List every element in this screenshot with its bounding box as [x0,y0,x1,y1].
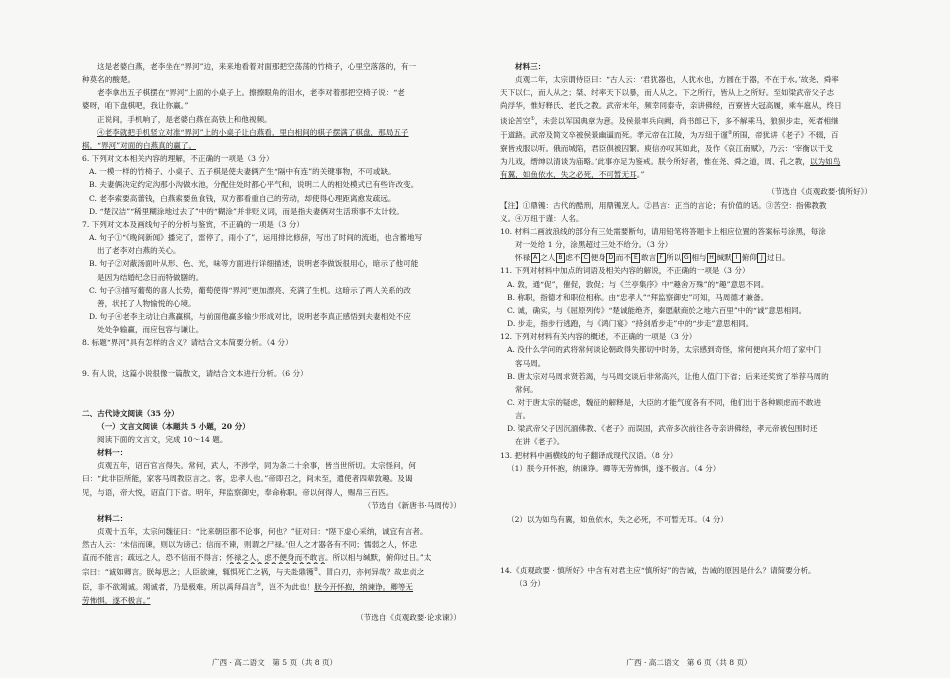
break-option-f[interactable]: F [657,253,666,263]
question-7-option-d-cont: 处处争输赢，而应包容与谦让。 [97,325,204,335]
page-6-column [500,0,878,678]
annotation-note: 【注】①鼎镬：古代的酷刑，用鼎镬烹人。②昌言：正当的言论；有价值的话。③苦空：指佛教教 [500,200,827,210]
question-12-option-a: A. 没什么学问的武将常何谈论朝政得失都切中时务，太宗感到奇怪，常何便向其介绍了家中门 [507,345,822,355]
break-option-c[interactable]: C [581,253,590,263]
material-3-line: 有翼，如鱼依水，失之必死，不可暂无耳。” [500,170,645,180]
question-13-part-1: （1）朕今开怀抱，纳谏诤。卿等无劳怖惧，遂不极言。（4 分） [507,463,721,473]
material-3-source: （节选自《贞观政要·慎所好》） [767,187,872,197]
question-13-part-2: （2）以为如鸟有翼，如鱼依水，失之必死，不可暂无耳。（4 分） [507,514,728,524]
question-7-option-a-cont: 出了老李对白燕的关心。 [97,246,181,256]
question-12-option-c: C. 对于唐太宗的疑虑，魏征的解释是，大臣的才能气度各有不同，他们出于各种顾虑而不敢进 [507,397,822,407]
question-12-option-d: D. 梁武帝父子因沉湎佛教、《老子》而误国，武帝多次前往各寺亲讲佛经，孝元帝被包围时还 [507,424,818,434]
footnote-marker: ③ [256,582,262,589]
question-10-stem: 10. 材料二画波浪线的部分有三处需要断句，请用铅笔将答题卡上相应位置的答案标号涂黑，每涂 [500,226,826,236]
material-2-title: 材料二： [97,513,128,523]
question-7-option-b: B. 句子②对蔽汤面叶从形、色、光，味等方面进行详细描述，说明老李做饭很用心，暗示了他可能 [89,259,419,269]
material-1-line: 贞观五年，诏百官言得失。常何，武人，不涉学，同为条二十余事，皆当世所切。太宗怪问，何 [97,461,416,471]
question-13-stem: 13. 把材料中画横线的句子翻译成现代汉语。（8 分） [500,450,678,460]
question-7-option-c-cont: 善，状托了人物愉悦的心境。 [97,298,196,308]
section-2-title: 二、古代诗文阅读（35 分） [82,408,179,418]
question-10-sentence: 怀禄 A 之人 B 虑不 C 便身 D 而不 E 敢言 F 所以 G 相与 H 缄默 I 俯仰 J 过日。 [515,253,790,263]
question-12-option-b-cont: 常何。 [515,384,538,394]
page-5-footer: 广西 · 高二语文 第 5 页（共 8 页） [211,658,338,667]
material-3-line: 为儿戏，缙绅以清谈为庙略。’此事亦足为鉴戒。朕今所好者，惟在尧、舜之道，周、孔之教，以为如鸟 [500,157,841,167]
story-line: 正说间，手机响了，是老婆白燕在高铁上和他视频。 [97,114,272,124]
break-option-d[interactable]: D [606,253,615,263]
footnote-marker: ② [313,567,319,574]
material-2-line: 贞观十五年，太宗问魏征曰：“比来朝臣都不论事，何也？”征对曰：“陛下虚心采纳，诚宜有言者。 [97,527,428,536]
page-5-column [82,0,467,678]
material-1-line: 见，与语，帝大悦，诏直门下省。明年，拜监察御史，奉命称职。帝以何得人，赐帛三百匹。 [82,487,394,497]
subsection-1-title: （一）文言文阅读（本题共 5 小题，20 分） [97,421,250,431]
wavy-line-passage: 怀禄之人，虑不便身而不敢言 [226,553,325,563]
break-option-e[interactable]: E [631,253,640,263]
question-14-stem-cont: （3 分） [515,579,546,589]
page-6-footer: 广西 · 高二语文 第 6 页（共 8 页） [626,658,752,667]
question-7-option-c: C. 句子③描写葡萄的喜人长势，葡萄使得“界河”更加漂亮、充满了生机。这暗示了两人关系的改 [89,285,411,295]
material-3-line: 寮皆戎服以听。俄而城陷，君臣俱被囚繁。庾信亦叹其如此，及作《哀江南赋》，乃云：‘宰衡以干戈 [500,144,833,153]
question-11-stem: 11. 下列对材料中加点的词语及相关内容的解说，不正确的一项是（3 分） [500,266,750,276]
material-3-line: 尚浮华，惟好释氏、老氏之教。武帝末年，频幸同泰寺，亲讲佛经，百寮皆大冠高履，乘车扈从，终日 [500,101,842,111]
material-1-source: （节选自《新唐书·马周传》） [363,500,461,510]
question-10-stem-cont: 对一处给 1 分，涂黑超过三处不给分。（3 分） [515,240,673,250]
material-3-title: 材料三： [515,62,546,71]
story-line-underlined: ④老李就把手机竖立对准“界河”上的小桌子让白燕看，里白相间的棋子摆满了棋盘，那局五子 [97,127,409,137]
material-2-line: 然古人云：‘未信而谏，则以为谤己；信而不谏，则谓之尸禄。’但人之才器各有不同；懦弱之人，怀忠 [82,540,418,550]
story-line-underlined: 棋，“界河”对面的白燕真的赢了。 [82,140,197,150]
material-3-line: 天下以仁，而人从之；桀、纣率天下以暴，而人从之。下之所行，皆从上之所好。至如梁武帝父子志 [500,88,835,98]
question-6-stem: 6. 下列对文本相关内容的理解，不正确的一项是（3 分） [82,154,274,164]
story-line: 老李拿出五子棋摆在“界河”上面的小桌子上。擦擦眼角的泪水，老李对着那把空椅子说：“老 [97,88,405,98]
question-11-option-b: B. 称职，指德才和职位相称。由“忠孝人”“拜监察御史”可知，马周德才兼备。 [507,292,769,302]
question-12-stem: 12. 下列对材料有关内容的概述，不正确的一项是（3 分） [500,332,697,342]
material-2-line: 宗曰：“诚如卿言。朕每思之；人臣欲谏，辄惧死亡之祸，与夫赴鼎镬②、冒白刃，亦何异哉？故忠贞之 [82,567,425,577]
question-6-option-c: C. 老李索要高蕾钱，白燕索要鱼食钱，双方都看重自己的劳动，却使得心理距离愈发疏远。 [89,193,396,203]
break-option-b[interactable]: B [556,253,565,263]
question-7-stem: 7. 下列对文本及画线句子的分析与鉴赏，不正确的一项是（3 分） [82,219,304,229]
material-3-line: 于道路。武帝及简文卒被侯景幽逼而死。孝元帝在江陵，为万纽于谨②所围，帝犹讲《老子》不辍，百 [500,130,839,140]
question-7-option-b-cont: 是因为结婚纪念日而特做膳的。 [97,272,204,282]
break-option-a[interactable]: A [531,253,540,263]
break-option-j[interactable]: J [757,253,766,263]
underlined-sentence: 以为如鸟 [809,157,841,167]
question-12-option-b: B. 唐太宗对马周求贤若渴，与马周交谈后非常高兴，让他人值门下省；后来还奖赏了举荐马周的 [507,371,829,381]
material-3-line: 贞观二年，太宗谓侍臣曰：“古人云：‘君犹器也，人犹水也，方圆在于器，不在于水。’故尧、舜率 [515,75,839,85]
footnote-marker: ② [727,130,733,137]
annotation-note-cont: 义。④万纽于谨：人名。 [500,213,584,223]
material-3-line: 谈论苦空①，未尝以军国典章为意。及侯景率兵向阙，尚书郎已下，多不解乘马，狼狈步走，死者相继 [500,115,839,126]
question-7-option-a: A. 句子①“《晚间新闻》播完了，雷停了，雨小了”，运用排比修辞，写出了时间的流逝，也含蓄地写 [89,233,423,243]
question-6-option-b: B. 夫妻俩决定约定沟那小沟做水池，分配住处时都心平气和，说明二人的相处模式已有些许改变。 [89,180,419,190]
break-option-g[interactable]: G [682,253,691,263]
underlined-sentence: 有翼，如鱼依水，失之必死，不可暂无耳 [500,170,637,180]
question-12-option-d-cont: 在讲《老子》。 [515,437,565,447]
question-6-option-a: A. 一模一样的竹椅子、小桌子、五子棋是使夫妻俩产生“隔中有连”的关键事物，不可或缺。 [89,167,396,177]
question-11-option-d: D. 步走，指步行逃跑，与《鸿门宴》“持剑盾步走”中的“步走”意思相同。 [507,319,754,329]
question-11-option-a: A. 敦，通“促”，催促，敦促；与《兰亭集序》中“趣舍万殊”的“趣”意思不同。 [507,279,769,289]
material-2-source: （节选自《贞观政要·论求谏》） [356,613,461,622]
question-7-option-d: D. 句子④老李主动让白燕赢棋，与前面他赢多输少形成对比，说明老李真正感悟到夫妻相处不应 [89,311,411,321]
material-1-line: 曰：“此非臣所能，家客马周教臣言之。客，忠孝人也。”帝即召之，间未至，遣使者四辈敦趣。及谒 [82,474,413,484]
break-option-i[interactable]: I [732,253,741,263]
material-2-line: 直而不能言；疏远之人，恐不信而不得言；怀禄之人，虑不便身而不敢言。所以相与缄默，俯仰过日。”太 [82,553,432,563]
material-2-line-underlined: 劳怖惧，遂不极言。” [82,595,151,605]
story-line: 婆呀，咱下盘棋吧，我让你赢。” [82,101,189,111]
question-12-option-a-cont: 客马周。 [515,358,546,368]
question-14-stem: 14.《贞观政要 · 慎所好》中含有对君主应“慎所好”的告诫，告诫的原因是什么？请简要分析。 [500,566,816,576]
subsection-1-instruction: 阅读下面的文言文，完成 10～14 题。 [97,434,228,444]
break-option-h[interactable]: H [707,253,716,263]
underlined-sentence: 朕今开怀抱，纳谏诤。卿等无 [314,582,414,592]
question-9: 9. 有人说，这篇小说很像一篇散文，请结合文本进行分析。（6 分） [82,369,308,379]
story-line: 这是老婆白燕，老李坐在“界河”边，来来地看着对面那把空荡荡的竹椅子，心里空落落的，有一 [97,62,417,71]
story-line: 种莫名的酸楚。 [82,75,136,85]
question-12-option-c-cont: 言。 [515,411,531,421]
material-1-title: 材料一： [97,448,128,458]
material-2-line: 臣，非不欲竭诚。竭诚者，乃是极难。所以禹拜昌言③，岂不为此也！朕今开怀抱，纳谏诤。卿等无 [82,582,414,592]
question-6-option-d: D. “楚汉洁”“稀里糊涂地过去了”中的“糊涂”并非贬义词，而是指夫妻俩对生活琐事不太计较。 [89,206,404,216]
footnote-marker: ① [530,115,535,122]
question-8: 8. 标题“界河”具有怎样的含义？请结合文本简要分析。（4 分） [82,338,293,348]
question-11-option-c: C. 诚，确实，与《屈原列传》“楚诚能绝齐，秦愿献商於之地六百里”中的“诚”意思相同。 [507,305,807,315]
